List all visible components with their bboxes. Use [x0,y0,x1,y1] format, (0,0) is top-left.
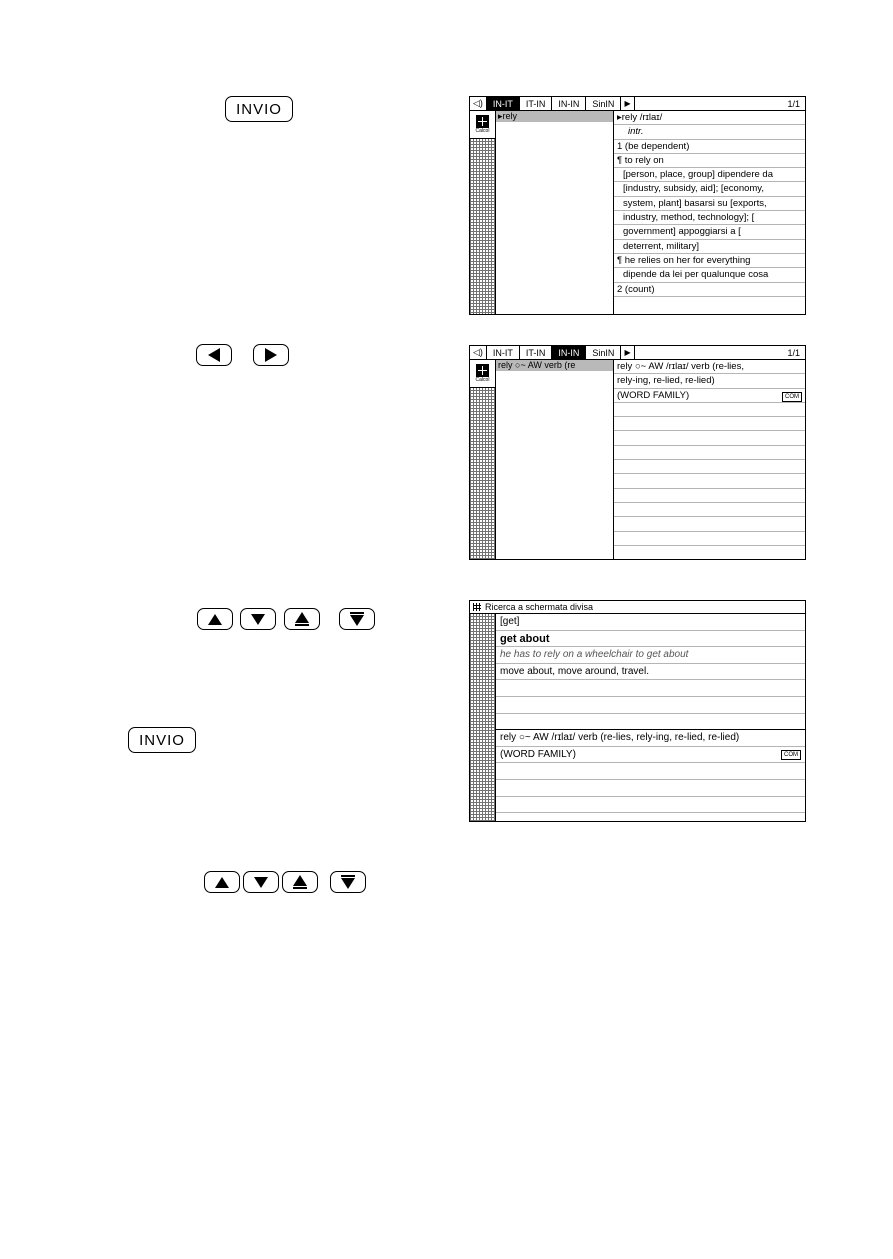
entry-line-blank [496,813,805,822]
definition-line: ▸rely /rɪlaɪ/ [614,111,805,125]
entry-line-blank [496,714,805,731]
calculator-button[interactable] [470,111,495,139]
up-arrow-icon [208,614,222,625]
calculator-button-label: Calcol [475,377,490,383]
word-family-label: (WORD FAMILY) [500,748,576,760]
down-arrow-icon [254,877,268,888]
lower-entry-headword: rely ○~ AW /rɪlaɪ/ verb (re-lies, rely-ing, re-lied, re-lied) [496,730,805,747]
definition-line-blank [614,417,805,431]
tab-in-it[interactable]: IN-IT [487,97,520,110]
entry-line-blank [496,763,805,780]
calculator-icon [476,364,489,377]
speaker-icon[interactable]: ◁) [470,346,487,359]
down-arrow-key-2[interactable] [243,871,279,893]
definition-line-blank [614,446,805,460]
definition-line: system, plant] basarsi su [exports, [614,197,805,211]
tab-in-it[interactable]: IN-IT [487,346,520,359]
screen3-body [470,614,805,822]
page-down-key-2[interactable] [330,871,366,893]
double-down-arrow-icon [350,612,364,626]
tab-sinin[interactable]: SinIN [586,346,621,359]
screen3-header [470,601,805,614]
invio-key-2-label: INVIO [139,731,185,749]
definition-line: dipende da lei per qualunque cosa [614,268,805,282]
tab-it-in[interactable]: IT-IN [520,97,553,110]
tab-in-in[interactable]: IN-IN [552,97,586,110]
screen2-definition-pane [614,360,805,559]
definition-line-blank [614,431,805,445]
definition-line: ¶ he relies on her for everything [614,254,805,268]
com-badge: COM [781,750,801,760]
definition-line-blank [614,474,805,488]
definition-line: rely ○~ AW /rɪlaɪ/ verb (re-lies, [614,360,805,374]
entry-example: he has to rely on a wheelchair to get about [496,647,805,664]
entry-line-blank [496,680,805,697]
screen1-left-column [470,111,496,314]
calculator-button[interactable] [470,360,495,388]
invio-key-1-label: INVIO [236,100,282,118]
definition-line: intr. [614,125,805,139]
screen1-page-indicator: 1/1 [787,98,800,109]
definition-line-word-family [614,389,805,403]
right-arrow-key[interactable] [253,344,289,366]
left-arrow-key[interactable] [196,344,232,366]
screen3-left-column [470,614,496,822]
left-arrow-icon [208,348,220,362]
invio-key-2[interactable] [128,727,196,753]
entry-synonyms: move about, move around, travel. [496,664,805,681]
lower-entry-word-family [496,747,805,764]
down-arrow-icon [251,614,265,625]
definition-line-blank [614,460,805,474]
screen2-tabbar [470,346,805,360]
screen1-hatch-area [470,139,495,314]
definition-line: [person, place, group] dipendere da [614,168,805,182]
definition-line: deterrent, military] [614,240,805,254]
screen3-main [496,614,805,822]
definition-line: government] appoggiarsi a [ [614,225,805,239]
definition-line-blank [614,532,805,546]
up-arrow-key-2[interactable] [204,871,240,893]
right-arrow-icon [265,348,277,362]
double-up-arrow-icon [293,875,307,889]
definition-line-blank [614,503,805,517]
screen3-header-label: Ricerca a schermata divisa [485,602,594,612]
screen2-hatch-area [470,388,495,559]
next-tab-arrow-icon[interactable]: ▶ [621,346,634,359]
definition-line-blank [614,403,805,417]
screen1-definition-pane [614,111,805,314]
definition-line: rely-ing, re-lied, re-lied) [614,374,805,388]
screen2-word-list[interactable] [496,360,614,559]
page-down-key-1[interactable] [339,608,375,630]
definition-line: 1 (be dependent) [614,140,805,154]
definition-line: industry, method, technology]; [ [614,211,805,225]
up-arrow-icon [215,877,229,888]
tab-it-in[interactable]: IT-IN [520,346,553,359]
screen2-page-indicator: 1/1 [787,347,800,358]
list-item[interactable]: ▸rely [496,111,613,122]
screen1-word-list[interactable] [496,111,614,314]
word-family-label: (WORD FAMILY) [617,389,690,401]
entry-line: [get] [496,614,805,631]
next-tab-arrow-icon[interactable]: ▶ [621,97,634,110]
down-arrow-key-1[interactable] [240,608,276,630]
up-arrow-key-1[interactable] [197,608,233,630]
screen1-body [470,111,805,314]
split-screen-icon [473,603,481,611]
page-up-key-2[interactable] [282,871,318,893]
entry-headword: get about [496,631,805,648]
entry-line-blank [496,697,805,714]
invio-key-1[interactable] [225,96,293,122]
entry-line-blank [496,797,805,814]
tab-in-in[interactable]: IN-IN [552,346,586,359]
double-down-arrow-icon [341,875,355,889]
entry-line-blank [496,780,805,797]
screen3-hatch-area [470,614,495,822]
definition-line: [industry, subsidy, aid]; [economy, [614,182,805,196]
screen1-tabbar [470,97,805,111]
calculator-icon [476,115,489,128]
definition-line-blank [614,517,805,531]
screen2-left-column [470,360,496,559]
device-screen-2 [469,345,806,560]
device-screen-3 [469,600,806,822]
calculator-button-label: Calcol [475,128,490,134]
device-screen-1 [469,96,806,315]
tab-sinin[interactable]: SinIN [586,97,621,110]
definition-line: ¶ to rely on [614,154,805,168]
double-up-arrow-icon [295,612,309,626]
com-badge: COM [782,392,802,402]
definition-line-blank [614,489,805,503]
list-item[interactable]: rely ○~ AW verb (re [496,360,613,371]
page-up-key-1[interactable] [284,608,320,630]
definition-line: 2 (count) [614,283,805,297]
speaker-icon[interactable]: ◁) [470,97,487,110]
screen2-body [470,360,805,559]
